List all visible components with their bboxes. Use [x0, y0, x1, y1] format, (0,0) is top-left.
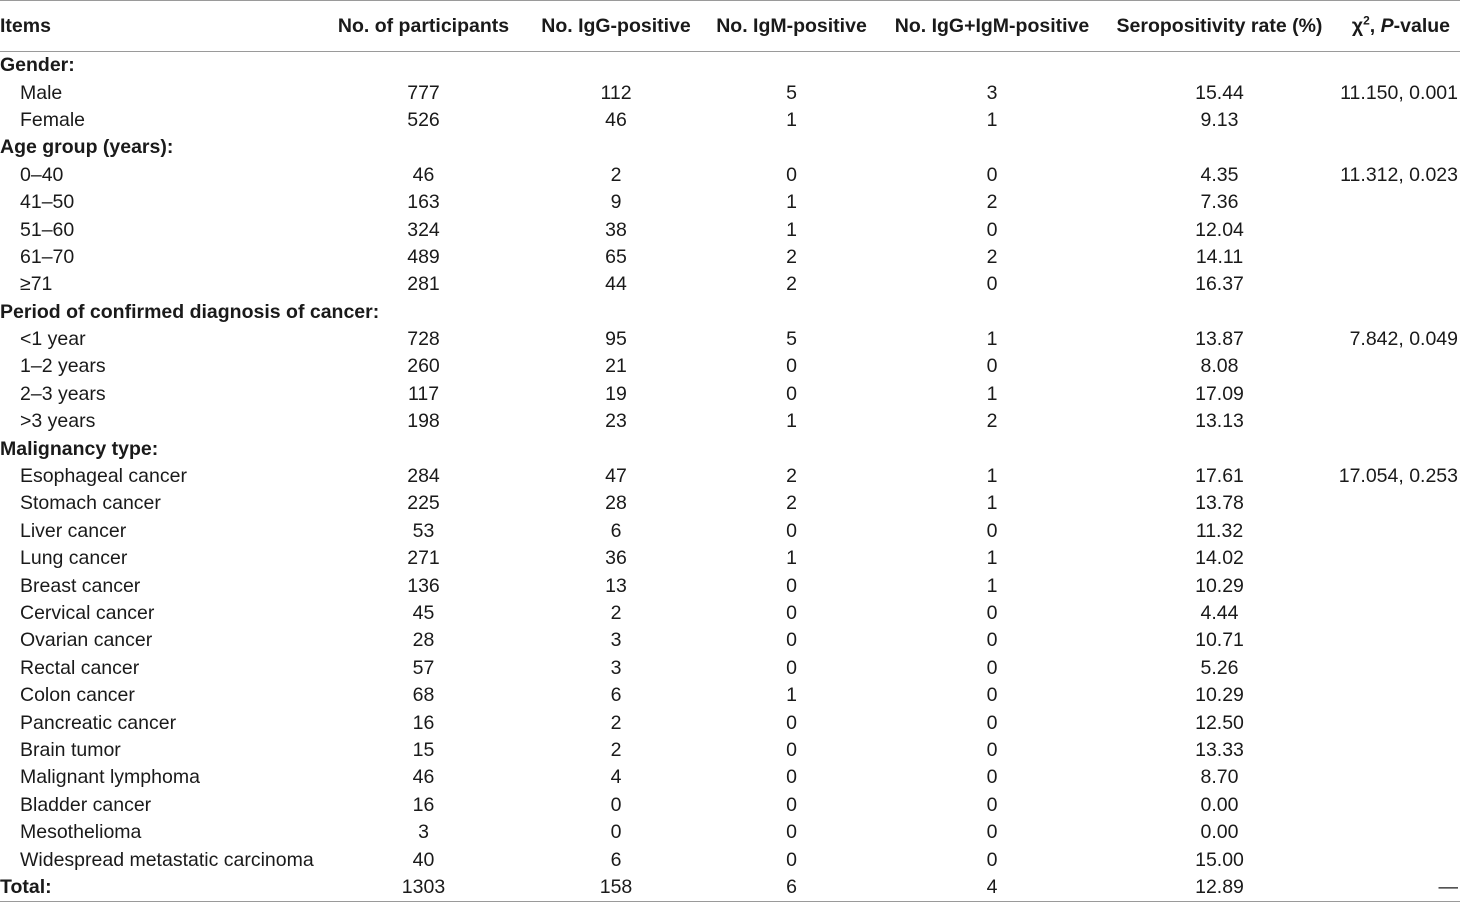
cell-participants: 260 [407, 355, 440, 378]
cell-chi-p: 17.054, 0.253 [1338, 465, 1458, 488]
header-participants: No. of participants [315, 1, 532, 52]
cell-item: Male [20, 81, 63, 104]
cell-igg [532, 299, 700, 326]
cell-igg-igm: 0 [986, 738, 998, 761]
cell-chi-p [1338, 764, 1460, 791]
cell-igg: 6 [610, 519, 622, 542]
cell-igm: 1 [786, 684, 797, 707]
cell-rate: 17.61 [1195, 465, 1244, 488]
section-row [0, 435, 1460, 462]
cell-igm: 1 [786, 218, 797, 241]
table-row [0, 463, 1460, 490]
cell-igg: 112 [600, 81, 632, 104]
table-row [0, 655, 1460, 682]
cell-igg [532, 134, 700, 161]
cell-rate: 13.87 [1195, 328, 1244, 351]
cell-chi-p: 7.842, 0.049 [1349, 328, 1458, 351]
header-igm: No. IgM-positive [700, 1, 883, 52]
cell-igg: 38 [605, 218, 627, 241]
section-row [0, 52, 1460, 80]
cell-rate: 8.08 [1200, 355, 1239, 378]
section-row [0, 134, 1460, 161]
table-row [0, 189, 1460, 216]
cell-participants: 136 [407, 574, 440, 597]
table-row [0, 244, 1460, 271]
cell-igg: 9 [610, 191, 622, 214]
cell-rate: 4.44 [1200, 602, 1239, 624]
cell-item: Malignancy type: [0, 437, 159, 460]
cell-chi-p: 11.312, 0.023 [1340, 163, 1458, 186]
cell-igg-igm: 0 [986, 355, 998, 378]
cell-item: 61–70 [20, 245, 75, 268]
cell-item: Colon cancer [20, 684, 135, 707]
cell-igm: 1 [786, 191, 797, 214]
cell-igg-igm: 2 [986, 410, 998, 433]
cell-igg-igm: 1 [986, 574, 998, 597]
cell-chi-p [1338, 299, 1460, 326]
table-row [0, 518, 1460, 545]
header-igg-igm: No. IgG+IgM-positive [883, 1, 1101, 52]
cell-participants: 46 [412, 766, 435, 789]
table-row [0, 271, 1460, 298]
table-row [0, 600, 1460, 627]
table-row [0, 709, 1460, 736]
cell-item: Brain tumor [20, 738, 121, 761]
cell-rate: 14.11 [1195, 245, 1244, 268]
cell-chi-p [1338, 134, 1460, 161]
table-row [0, 381, 1460, 408]
cell-item: Bladder cancer [20, 793, 152, 816]
table-row [0, 107, 1460, 134]
section-row [0, 299, 1460, 326]
cell-igm: 0 [786, 793, 797, 816]
cell-rate: 10.29 [1195, 574, 1244, 597]
cell-rate: 12.89 [1101, 874, 1338, 902]
cell-igg: 3 [610, 629, 622, 652]
cell-rate: 9.13 [1200, 108, 1239, 131]
cell-participants: 45 [412, 602, 435, 624]
cell-item: Stomach cancer [20, 492, 161, 515]
cell-chi-p [1338, 271, 1460, 298]
chi-separator: , [1369, 14, 1381, 37]
cell-chi-p [1338, 846, 1460, 873]
table-row [0, 216, 1460, 243]
cell-igm: 1 [786, 547, 797, 570]
cell-item: Pancreatic cancer [20, 711, 177, 734]
header-items: Items [0, 1, 315, 52]
cell-igg: 47 [605, 465, 627, 488]
cell-igm: 0 [786, 738, 797, 761]
cell-participants: 40 [412, 848, 435, 871]
cell-igg-igm: 0 [986, 821, 998, 844]
cell-chi-p [1338, 709, 1460, 736]
cell-igg: 21 [605, 355, 627, 378]
cell-chi-p [1338, 655, 1460, 682]
chi-superscript: 2 [1363, 13, 1370, 27]
cell-igg: 0 [610, 821, 622, 844]
cell-igm: 6 [700, 874, 883, 902]
cell-igg: 2 [610, 602, 622, 624]
cell-igm: 0 [786, 519, 797, 542]
table-row [0, 737, 1460, 764]
cell-item: Lung cancer [20, 547, 128, 570]
cell-rate: 7.36 [1200, 191, 1239, 214]
cell-item: <1 year [20, 328, 86, 351]
cell-igg: 19 [605, 382, 627, 405]
cell-chi-p [1338, 819, 1460, 846]
cell-chi-p [1338, 600, 1460, 627]
cell-igm: 5 [786, 81, 797, 104]
cell-participants: 163 [407, 191, 440, 214]
cell-igg-igm: 1 [986, 328, 998, 351]
cell-chi-p [1338, 353, 1460, 380]
total-row [0, 874, 1460, 902]
cell-rate: 14.02 [1195, 547, 1244, 570]
cell-rate [1101, 299, 1338, 326]
cell-item: Cervical cancer [20, 602, 155, 624]
cell-item: Esophageal cancer [20, 465, 187, 488]
cell-participants: 15 [412, 738, 435, 761]
header-rate: Seropositivity rate (%) [1101, 1, 1338, 52]
cell-item: Malignant lymphoma [20, 766, 200, 789]
cell-igg-igm: 0 [986, 519, 998, 542]
cell-igm: 2 [786, 492, 797, 515]
cell-igg-igm: 0 [986, 793, 998, 816]
table-row [0, 682, 1460, 709]
cell-chi-p [1338, 518, 1460, 545]
cell-igm: 0 [786, 766, 797, 789]
cell-igm: 0 [786, 848, 797, 871]
cell-item: 51–60 [20, 218, 75, 241]
cell-igg-igm [883, 299, 1101, 326]
cell-item: Rectal cancer [20, 656, 140, 679]
cell-rate: 13.13 [1195, 410, 1244, 433]
table-row [0, 819, 1460, 846]
cell-chi-p [1338, 572, 1460, 599]
cell-participants [315, 134, 532, 161]
cell-item: >3 years [20, 410, 96, 433]
cell-igg: 2 [610, 738, 622, 761]
cell-chi-p [1338, 435, 1460, 462]
cell-igg-igm: 0 [986, 273, 998, 296]
cell-item: ≥71 [20, 273, 53, 296]
cell-rate: 13.33 [1195, 738, 1244, 761]
cell-igg: 44 [605, 273, 627, 296]
cell-igm: 2 [786, 273, 797, 296]
table-row [0, 490, 1460, 517]
chi-symbol: χ [1351, 14, 1364, 37]
cell-item: Ovarian cancer [20, 629, 153, 652]
cell-item: 2–3 years [20, 382, 106, 405]
table-row [0, 764, 1460, 791]
cell-rate [1101, 134, 1338, 161]
cell-participants: 1303 [315, 874, 532, 902]
cell-igg: 4 [610, 766, 622, 789]
cell-participants: 46 [412, 163, 435, 186]
cell-participants: 3 [418, 821, 429, 844]
cell-participants: 777 [407, 81, 440, 104]
cell-chi-p [1338, 682, 1460, 709]
cell-rate: 12.50 [1195, 711, 1244, 734]
cell-item: Widespread metastatic carcinoma [20, 848, 314, 871]
cell-participants: 53 [412, 519, 435, 542]
cell-participants: 324 [407, 218, 440, 241]
cell-igg-igm: 0 [986, 656, 998, 679]
cell-igg: 46 [605, 108, 627, 131]
cell-participants [315, 52, 532, 80]
cell-chi-p [1338, 737, 1460, 764]
cell-participants: 198 [407, 410, 440, 433]
cell-igg: 2 [610, 711, 622, 734]
cell-chi-p [1338, 490, 1460, 517]
cell-participants: 271 [407, 547, 440, 570]
cell-chi-p [1338, 216, 1460, 243]
cell-igm: 0 [786, 382, 797, 405]
cell-igg-igm [883, 435, 1101, 462]
cell-chi-p [1338, 545, 1460, 572]
cell-igg-igm: 0 [986, 602, 998, 624]
cell-igm: 0 [786, 656, 797, 679]
cell-igm: 1 [786, 108, 797, 131]
cell-rate: 11.32 [1195, 519, 1244, 542]
cell-igg-igm: 3 [986, 81, 998, 104]
cell-igm: 0 [786, 602, 797, 624]
cell-rate: 12.04 [1195, 218, 1244, 241]
cell-item: Period of confirmed diagnosis of cancer: [0, 300, 380, 323]
cell-item: Mesothelioma [20, 821, 142, 844]
cell-igm: 0 [786, 629, 797, 652]
cell-participants: 68 [412, 684, 435, 707]
cell-chi-p [1338, 627, 1460, 654]
cell-rate: 17.09 [1195, 382, 1244, 405]
cell-igg-igm: 1 [986, 547, 998, 570]
cell-igg-igm: 0 [986, 684, 998, 707]
cell-igg-igm: 1 [986, 382, 998, 405]
cell-chi-p: — [1338, 874, 1460, 902]
cell-igm: 0 [786, 711, 797, 734]
cell-participants: 489 [407, 245, 440, 268]
cell-item: 0–40 [20, 163, 64, 186]
table-row [0, 79, 1460, 106]
cell-igg-igm: 0 [986, 163, 998, 186]
table-row [0, 162, 1460, 189]
cell-igg-igm: 0 [986, 629, 998, 652]
cell-chi-p [1338, 52, 1460, 80]
cell-rate: 15.00 [1195, 848, 1244, 871]
table-row [0, 572, 1460, 599]
cell-igm: 5 [786, 328, 797, 351]
cell-igg: 95 [605, 328, 627, 351]
table-row [0, 326, 1460, 353]
cell-igm: 2 [786, 465, 797, 488]
cell-igg-igm: 1 [986, 492, 998, 515]
table-row [0, 408, 1460, 435]
table-row [0, 353, 1460, 380]
cell-item: Total: [0, 874, 315, 902]
cell-igm [700, 134, 883, 161]
cell-rate: 0.00 [1200, 793, 1239, 816]
cell-rate [1101, 435, 1338, 462]
cell-igm: 0 [786, 355, 797, 378]
cell-igm: 0 [786, 163, 797, 186]
cell-item: Gender: [0, 54, 75, 77]
cell-igm [700, 52, 883, 80]
cell-rate: 8.70 [1200, 766, 1239, 789]
cell-igg: 158 [532, 874, 700, 902]
cell-igg: 2 [610, 163, 622, 186]
header-chi-p [1338, 1, 1460, 52]
cell-igm: 0 [786, 821, 797, 844]
cell-participants: 57 [412, 656, 435, 679]
cell-igm: 2 [786, 245, 797, 268]
cell-chi-p [1338, 244, 1460, 271]
cell-participants: 526 [407, 108, 440, 131]
cell-igg-igm [883, 134, 1101, 161]
cell-participants: 117 [407, 382, 440, 405]
table-row [0, 627, 1460, 654]
cell-igg: 36 [605, 547, 627, 570]
cell-igg: 28 [605, 492, 627, 515]
cell-item: 1–2 years [20, 355, 106, 378]
cell-chi-p [1338, 381, 1460, 408]
cell-igg-igm: 0 [986, 218, 998, 241]
p-rest: -value [1393, 14, 1450, 37]
table-body [0, 52, 1460, 902]
cell-igm: 0 [786, 574, 797, 597]
cell-igg: 6 [610, 684, 622, 707]
cell-item: Breast cancer [20, 574, 141, 597]
cell-participants: 728 [407, 328, 440, 351]
cell-rate: 10.29 [1195, 684, 1244, 707]
cell-participants: 16 [412, 711, 435, 734]
cell-rate: 16.37 [1195, 273, 1244, 296]
cell-igm [700, 299, 883, 326]
cell-igg-igm: 2 [986, 245, 998, 268]
cell-participants: 284 [407, 465, 440, 488]
cell-igg: 3 [610, 656, 622, 679]
cell-rate: 4.35 [1200, 163, 1239, 186]
header-row [0, 1, 1460, 52]
cell-igg-igm: 1 [986, 465, 998, 488]
cell-rate: 5.26 [1200, 656, 1239, 679]
cell-item: Liver cancer [20, 519, 127, 542]
table-row [0, 545, 1460, 572]
cell-item: Female [20, 108, 86, 131]
cell-participants: 281 [407, 273, 440, 296]
cell-participants: 28 [412, 629, 435, 652]
cell-igg-igm [883, 52, 1101, 80]
cell-rate: 13.78 [1195, 492, 1244, 515]
cell-igm [700, 435, 883, 462]
cell-igm: 1 [786, 410, 797, 433]
cell-item: Age group (years): [0, 136, 174, 159]
cell-igg: 0 [610, 793, 622, 816]
table-row [0, 846, 1460, 873]
header-igg: No. IgG-positive [532, 1, 700, 52]
cell-chi-p: 11.150, 0.001 [1340, 81, 1458, 104]
cell-chi-p [1338, 189, 1460, 216]
cell-rate [1101, 52, 1338, 80]
cell-rate: 0.00 [1200, 821, 1239, 844]
cell-igg-igm: 4 [883, 874, 1101, 902]
cell-igg-igm: 2 [986, 191, 998, 214]
cell-igg-igm: 1 [986, 108, 998, 131]
cell-igg-igm: 0 [986, 711, 998, 734]
cell-participants [315, 435, 532, 462]
cell-igg: 65 [605, 245, 627, 268]
cell-igg: 23 [605, 410, 627, 433]
cell-igg [532, 52, 700, 80]
cell-item: 41–50 [20, 191, 75, 214]
cell-participants: 225 [407, 492, 440, 515]
cell-igg [532, 435, 700, 462]
p-italic: P [1380, 14, 1394, 37]
cell-igg-igm: 0 [986, 848, 998, 871]
table-row [0, 792, 1460, 819]
cell-rate: 15.44 [1195, 81, 1244, 104]
cell-participants: 16 [412, 793, 435, 816]
cell-igg-igm: 0 [986, 766, 998, 789]
cell-chi-p [1338, 107, 1460, 134]
cell-rate: 10.71 [1195, 629, 1244, 652]
cell-chi-p [1338, 408, 1460, 435]
cell-igg: 6 [610, 848, 622, 871]
cell-chi-p [1338, 792, 1460, 819]
cell-igg: 13 [605, 574, 627, 597]
